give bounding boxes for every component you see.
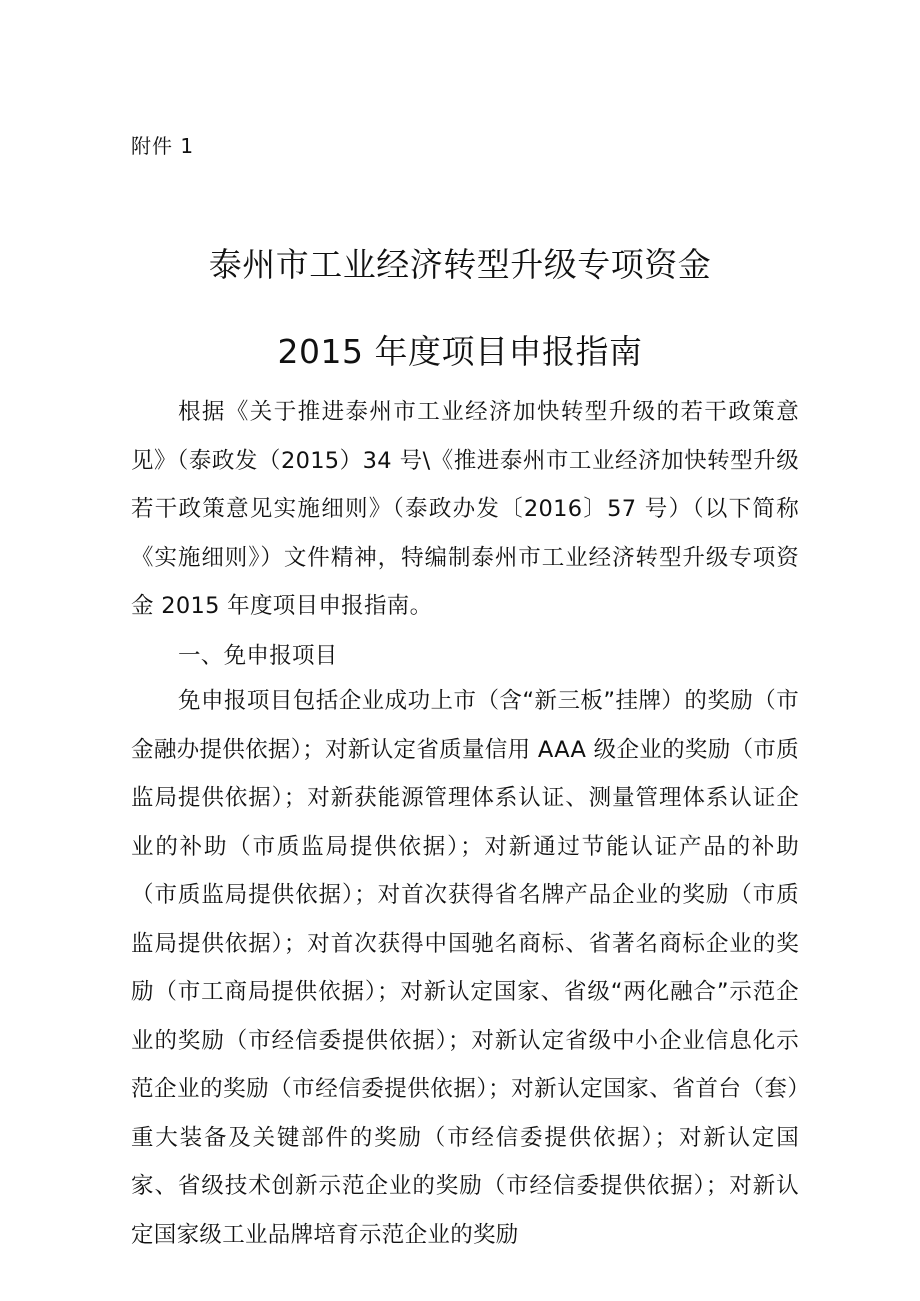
intro-paragraph: 根据《关于推进泰州市工业经济加快转型升级的若干政策意见》（泰政发（2015）34 号\《推进泰州市工业经济加快转型升级若干政策意见实施细则》（泰政办发〔2016〕57 号）（以下简称《实施细则》）文件精神，特编制泰州市工业经济转型升级专项资金 2015 年度项目申报指南。 bbox=[131, 399, 799, 619]
document-title-line-1: 泰州市工业经济转型升级专项资金 bbox=[208, 245, 712, 284]
attachment-label: 附件 1 bbox=[131, 134, 195, 158]
section-paragraph-exempt-items: 免申报项目包括企业成功上市（含“新三板”挂牌）的奖励（市金融办提供依据）；对新认定省质量信用 AAA 级企业的奖励（市质监局提供依据）；对新获能源管理体系认证、测量管理体系认证企业的补助（市质监局提供依据）；对新通过节能认证产品的补助（市质监局提供依据）；对首次获得省名牌产品企业的奖励（市质监局提供依据）；对首次获得中国驰名商标、省著名商标企业的奖励（市工商局提供依据）；对新认定国家、省级“两化融合”示范企业的奖励（市经信委提供依据）；对新认定省级中小企业信息化示范企业的奖励（市经信委提供依据）；对新认定国家、省首台（套）重大装备及关键部件的奖励（市经信委提供依据）；对新认定国家、省级技术创新示范企业的奖励（市经信委提供依据）；对新认定国家级工业品牌培育示范企业的奖励 bbox=[131, 688, 799, 1248]
section-heading-exempt-items: 一、免申报项目 bbox=[178, 643, 338, 669]
document-title-line-2: 2015 年度项目申报指南 bbox=[277, 332, 643, 371]
